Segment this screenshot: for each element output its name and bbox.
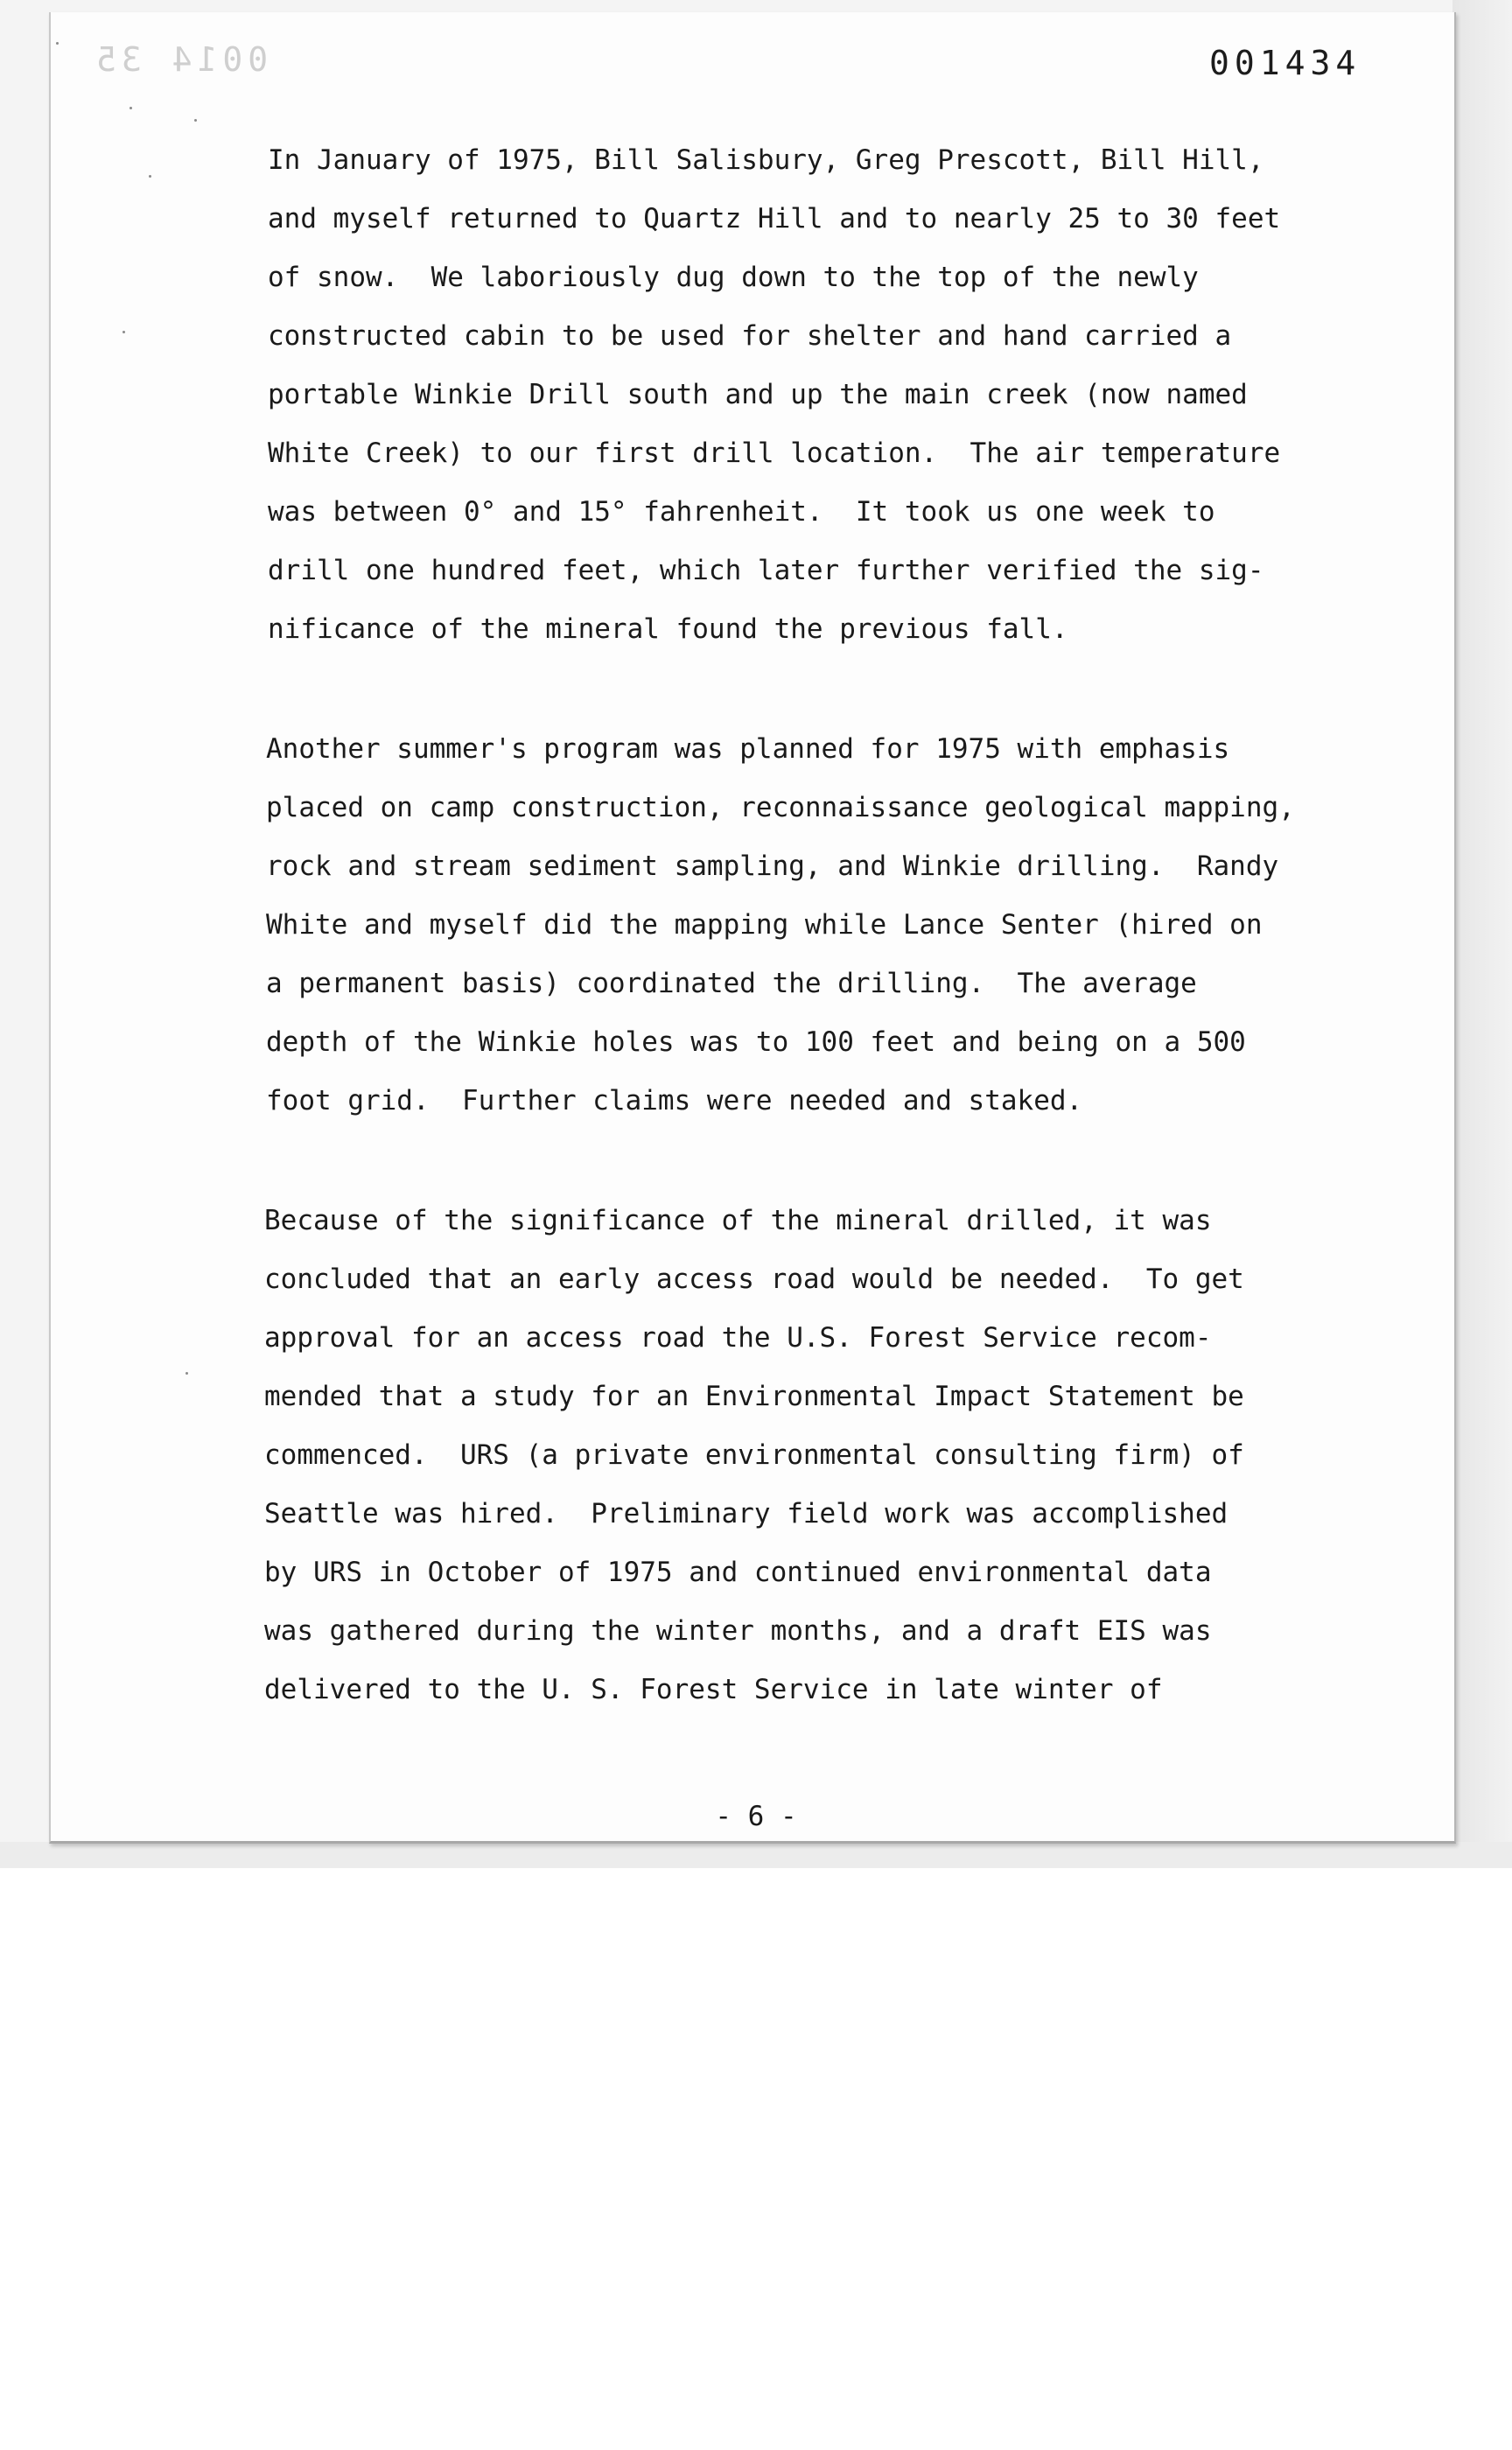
text-line: portable Winkie Drill south and up the main creek (now named [268,379,1248,410]
text-line: constructed cabin to be used for shelter and hand carried a [268,320,1232,352]
text-line: Another summer's program was planned for 1975 with emphasis [266,733,1230,765]
text-line: drill one hundred feet, which later further verified the sig- [268,555,1264,586]
paragraph-2 [266,720,1295,1130]
scan-speck [149,175,151,178]
scan-speck [194,119,197,122]
text-line: depth of the Winkie holes was to 100 feet and being on a 500 [266,1026,1246,1058]
scan-speck [186,1372,188,1375]
scan-edge-right [1452,0,1512,1868]
text-line: rock and stream sediment sampling, and Winkie drilling. Randy [266,850,1279,882]
text-line: nificance of the mineral found the previous fall. [268,613,1068,645]
text-line: was between 0° and 15° fahrenheit. It took us one week to [268,496,1215,528]
text-line: of snow. We laboriously dug down to the top of the newly [268,262,1199,293]
scan-speck [56,42,59,45]
text-line: and myself returned to Quartz Hill and to nearly 25 to 30 feet [268,203,1281,234]
text-line: approval for an access road the U.S. Forest Service recom- [264,1322,1212,1354]
text-line: Because of the significance of the mineral drilled, it was [264,1205,1212,1236]
text-line: Seattle was hired. Preliminary field work was accomplished [264,1498,1228,1530]
text-line: In January of 1975, Bill Salisbury, Greg Prescott, Bill Hill, [268,144,1264,176]
text-line: White Creek) to our first drill location. The air temperature [268,438,1281,469]
text-line: White and myself did the mapping while Lance Senter (hired on [266,909,1263,941]
scan-speck [130,107,132,109]
text-line: was gathered during the winter months, and a draft EIS was [264,1615,1212,1647]
scan-speck [122,331,125,333]
text-line: delivered to the U. S. Forest Service in late winter of [264,1674,1163,1705]
page-number: - 6 - [715,1801,797,1832]
text-line: by URS in October of 1975 and continued environmental data [264,1557,1212,1588]
text-line: mended that a study for an Environmental Impact Statement be [264,1381,1244,1412]
text-line: a permanent basis) coordinated the drilling. The average [266,968,1197,999]
text-line: placed on camp construction, reconnaissance geological mapping, [266,792,1295,823]
paragraph-3 [264,1192,1244,1719]
text-line: foot grid. Further claims were needed and staked. [266,1085,1083,1116]
document-stamp-number: 001434 [1209,44,1362,82]
scan-edge-bottom [0,1842,1512,1868]
text-line: commenced. URS (a private environmental consulting firm) of [264,1439,1244,1471]
bleed-through-stamp: 0014 35 [91,40,269,79]
paragraph-1 [268,131,1280,659]
text-line: concluded that an early access road would be needed. To get [264,1264,1244,1295]
